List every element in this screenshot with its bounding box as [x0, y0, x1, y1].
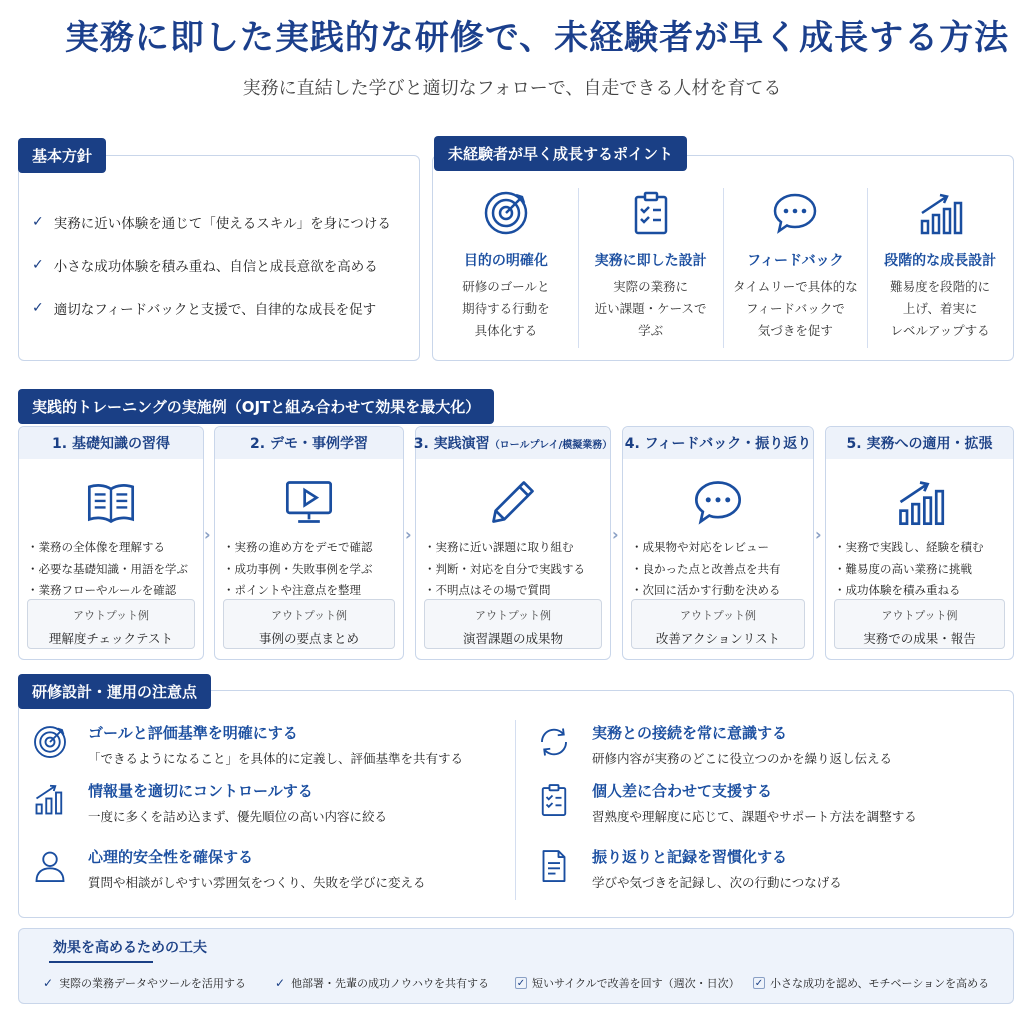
target-icon: [32, 724, 68, 760]
tip-text: 小さな成功を認め、モチベーションを高める: [770, 977, 990, 990]
check-icon: ✓: [275, 976, 286, 990]
note-title: 情報量を適切にコントロールする: [88, 782, 313, 800]
step-card: [825, 426, 1014, 660]
policy-item-text: 小さな成功体験を積み重ね、自信と成長意欲を高める: [53, 258, 378, 275]
point-title: 目的の明確化: [463, 253, 548, 269]
point-item: [579, 188, 724, 348]
note-item: [534, 846, 842, 891]
book-icon: [85, 476, 137, 528]
point-title: 実務に即した設計: [594, 253, 707, 269]
output-value: 事例の要点まとめ: [258, 631, 359, 646]
step-title: 5. 実務への適用・拡張: [826, 427, 1013, 459]
check-icon: ✓: [32, 213, 44, 230]
point-item: [434, 188, 579, 348]
step-bullet: ・業務の全体像を理解する: [27, 540, 165, 554]
output-value: 理解度チェックテスト: [48, 631, 174, 646]
divider: [515, 720, 516, 900]
output-value: 実務での成果・報告: [863, 631, 976, 646]
chevron-right-icon: ›: [204, 525, 211, 544]
step-bullet: ・難易度の高い業務に挑戦: [834, 561, 972, 576]
tips-title: 効果を高めるための工夫: [53, 940, 207, 956]
policy-item: [32, 243, 412, 286]
check-icon: ✓: [32, 256, 44, 273]
note-title: 振り返りと記録を習慣化する: [592, 848, 788, 866]
document-icon: [536, 848, 572, 884]
step-bullet: ・実務の進め方をデモで確認: [223, 540, 373, 554]
chevron-right-icon: ›: [815, 525, 822, 544]
growth-chart-icon: [916, 189, 964, 237]
step-title: 1. 基礎知識の習得: [19, 427, 203, 459]
target-icon: [482, 189, 530, 237]
step-bullet: ・判断・対応を自分で実践する: [424, 561, 585, 576]
step-bullet: ・次回に活かす行動を決める: [631, 583, 781, 597]
check-icon: ✓: [32, 299, 44, 316]
point-desc: 研修のゴールと 期待する行動を 具体化する: [462, 279, 550, 338]
note-desc: 学びや気づきを記録し、次の行動につなげる: [592, 875, 842, 890]
output-label: アウトプット例: [680, 609, 756, 622]
step-bullet: ・必要な基礎知識・用語を学ぶ: [27, 561, 188, 576]
page-title: 実務に即した実践的な研修で、未経験者が早く成長する方法: [64, 18, 1010, 58]
points-label: 未経験者が早く成長するポイント: [434, 136, 687, 171]
output-label: アウトプット例: [881, 609, 958, 622]
output-label: アウトプット例: [475, 609, 551, 622]
output-label: アウトプット例: [271, 609, 347, 622]
chat-bubble-icon: [692, 476, 744, 528]
tip-text: 短いサイクルで改善を回す（週次・日次）: [532, 977, 740, 990]
tip-item: [275, 975, 489, 991]
step-card: [415, 426, 611, 660]
checklist-icon: [536, 782, 572, 818]
step-bullet: ・実務で実践し、経験を積む: [834, 540, 984, 554]
note-desc: 「できるようになること」を具体的に定義し、評価基準を共有する: [88, 751, 464, 766]
note-item: [30, 722, 463, 767]
note-desc: 研修内容が実務のどこに役立つのかを繰り返し伝える: [592, 751, 893, 766]
output-label: アウトプット例: [73, 609, 149, 622]
point-item: [724, 188, 869, 348]
video-monitor-icon: [283, 476, 335, 528]
point-item: [868, 188, 1012, 348]
person-icon: [32, 848, 68, 884]
policy-item: [32, 200, 412, 243]
tip-text: 実際の業務データやツールを活用する: [59, 977, 246, 990]
step-title: 2. デモ・事例学習: [215, 427, 403, 459]
note-desc: 習熟度や理解度に応じて、課題やサポート方法を調整する: [592, 809, 917, 824]
step-output: [631, 599, 805, 649]
tip-item: [753, 975, 989, 991]
output-value: 演習課題の成果物: [462, 631, 563, 646]
checkbox-icon: ✓: [754, 977, 764, 989]
checkbox-icon: ✓: [516, 977, 526, 989]
point-desc: 実際の業務に 近い課題・ケースで 学ぶ: [594, 279, 707, 338]
step-output: [424, 599, 602, 649]
tip-item: [515, 975, 740, 991]
policy-item: [32, 286, 412, 329]
note-item: [30, 846, 426, 891]
pencil-icon: [487, 476, 539, 528]
policy-item-text: 実務に近い体験を通じて「使えるスキル」を身につける: [53, 215, 391, 232]
policy-item-text: 適切なフィードバックと支援で、自律的な成長を促す: [53, 301, 377, 318]
step-bullet: ・良かった点と改善点を共有: [631, 561, 781, 576]
point-desc: 難易度を段階的に 上げ、着実に レベルアップする: [890, 279, 991, 338]
note-item: [30, 780, 387, 825]
tip-text: 他部署・先輩の成功ノウハウを共有する: [291, 977, 490, 990]
step-bullet: ・業務フローやルールを確認: [27, 583, 177, 597]
notes-label: 研修設計・運用の注意点: [18, 674, 211, 709]
point-title: 段階的な成長設計: [884, 253, 997, 269]
note-item: [534, 780, 917, 825]
step-title: 3. 実践演習 （ロールプレイ/模擬業務）: [416, 427, 610, 459]
step-card: [18, 426, 204, 660]
chevron-right-icon: ›: [612, 525, 619, 544]
step-output: [834, 599, 1005, 649]
step-bullet: ・実務に近い課題に取り組む: [424, 540, 574, 554]
tip-item: [43, 975, 246, 991]
step-bullet: ・成果物や対応をレビュー: [631, 540, 769, 554]
note-desc: 質問や相談がしやすい雰囲気をつくり、失敗を学びに変える: [88, 875, 426, 890]
step-card: [622, 426, 814, 660]
check-icon: ✓: [43, 976, 54, 990]
step-bullet: ・成功事例・失敗事例を学ぶ: [223, 561, 373, 576]
bar-chart-icon: [32, 782, 68, 818]
chevron-right-icon: ›: [405, 525, 412, 544]
chat-bubble-icon: [771, 189, 819, 237]
policy-list: [32, 200, 412, 329]
step-title: 4. フィードバック・振り返り: [623, 427, 813, 459]
note-desc: 一度に多くを詰め込まず、優先順位の高い内容に絞る: [88, 809, 388, 824]
growth-chart-icon: [894, 476, 946, 528]
step-output: [223, 599, 395, 649]
points-list: [434, 188, 1012, 348]
note-item: [534, 722, 892, 767]
point-title: フィードバック: [747, 253, 844, 269]
policy-label: 基本方針: [18, 138, 106, 173]
tips-underline: [49, 961, 153, 963]
step-output: [27, 599, 195, 649]
note-title: 実務との接続を常に意識する: [592, 724, 788, 742]
note-title: 心理的安全性を確保する: [88, 848, 254, 866]
tips-panel: [18, 928, 1014, 1004]
training-label: 実践的トレーニングの実施例（OJTと組み合わせて効果を最大化）: [18, 389, 494, 424]
checklist-icon: [627, 189, 675, 237]
step-card: [214, 426, 404, 660]
page-subtitle: 実務に直結した学びと適切なフォローで、自走できる人材を育てる: [242, 78, 782, 99]
note-title: 個人差に合わせて支援する: [592, 782, 773, 800]
cycle-icon: [536, 724, 572, 760]
output-value: 改善アクションリスト: [655, 631, 781, 646]
note-title: ゴールと評価基準を明確にする: [88, 724, 298, 742]
step-title-sub: （ロールプレイ/模擬業務）: [489, 439, 613, 451]
point-desc: タイムリーで具体的な フィードバックで 気づきを促す: [732, 279, 858, 338]
step-bullet: ・ポイントや注意点を整理: [223, 583, 361, 597]
step-bullet: ・不明点はその場で質問: [424, 583, 551, 597]
step-bullet: ・成功体験を積み重ねる: [834, 583, 961, 597]
